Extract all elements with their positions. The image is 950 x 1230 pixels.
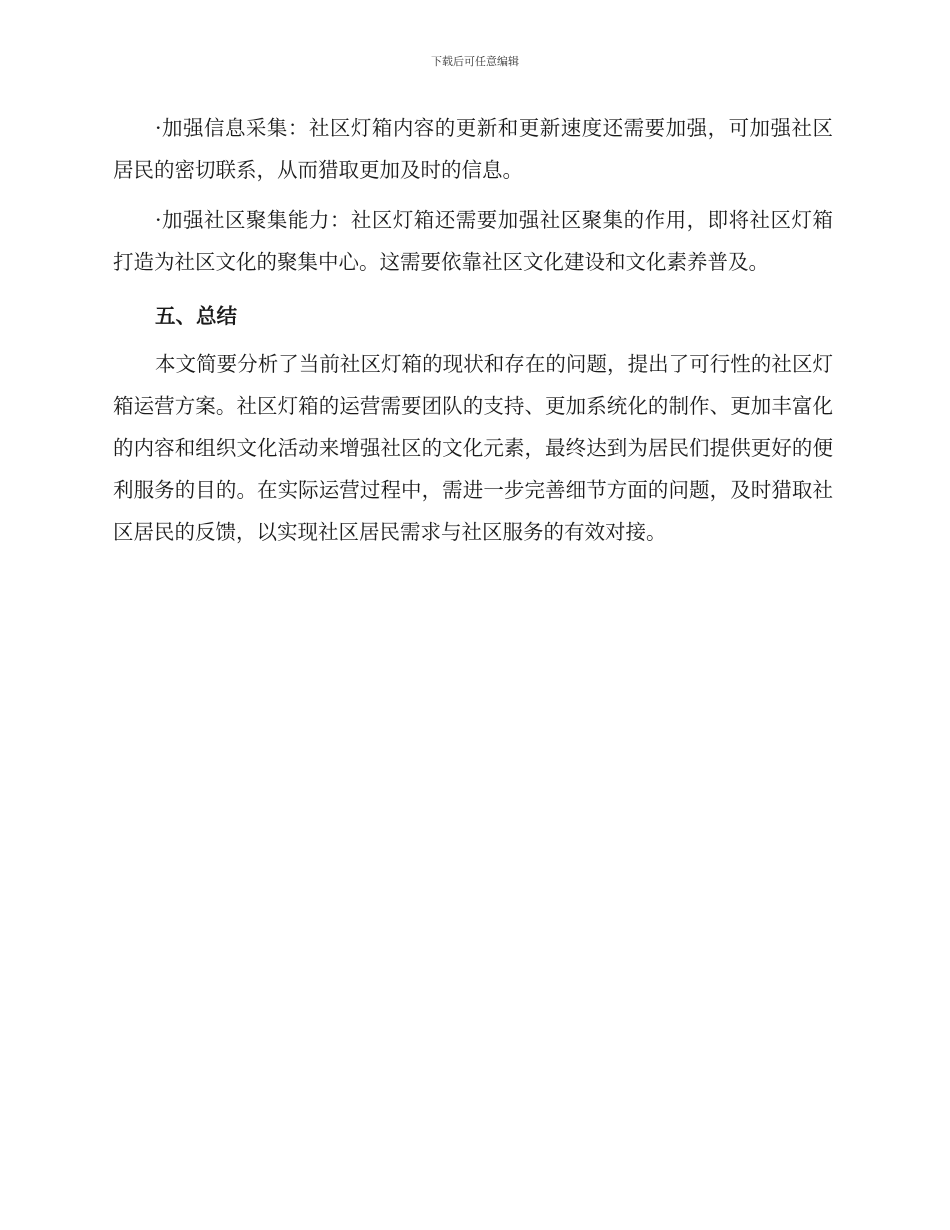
bullet-information-collection: ·加强信息采集：社区灯箱内容的更新和更新速度还需要加强，可加强社区居民的密切联系，从而猎取更加及时的信息。 [113,116,833,182]
document-body [113,107,833,553]
section-heading-summary: 五、总结 [155,304,237,328]
conclusion-paragraph: 本文简要分析了当前社区灯箱的现状和存在的问题，提出了可行性的社区灯箱运营方案。社区灯箱的运营需要团队的支持、更加系统化的制作、更加丰富化的内容和组织文化活动来增强社区的文化元素，最终达到为居民们提供更好的便利服务的目的。在实际运营过程中，需进一步完善细节方面的问题，及时猎取社区居民的反馈，以实现社区居民需求与社区服务的有效对接。 [113,352,833,544]
bullet-community-gathering: ·加强社区聚集能力：社区灯箱还需要加强社区聚集的作用，即将社区灯箱打造为社区文化的聚集中心。这需要依靠社区文化建设和文化素养普及。 [113,208,833,274]
page-header: 下载后可任意编辑 [431,55,519,68]
